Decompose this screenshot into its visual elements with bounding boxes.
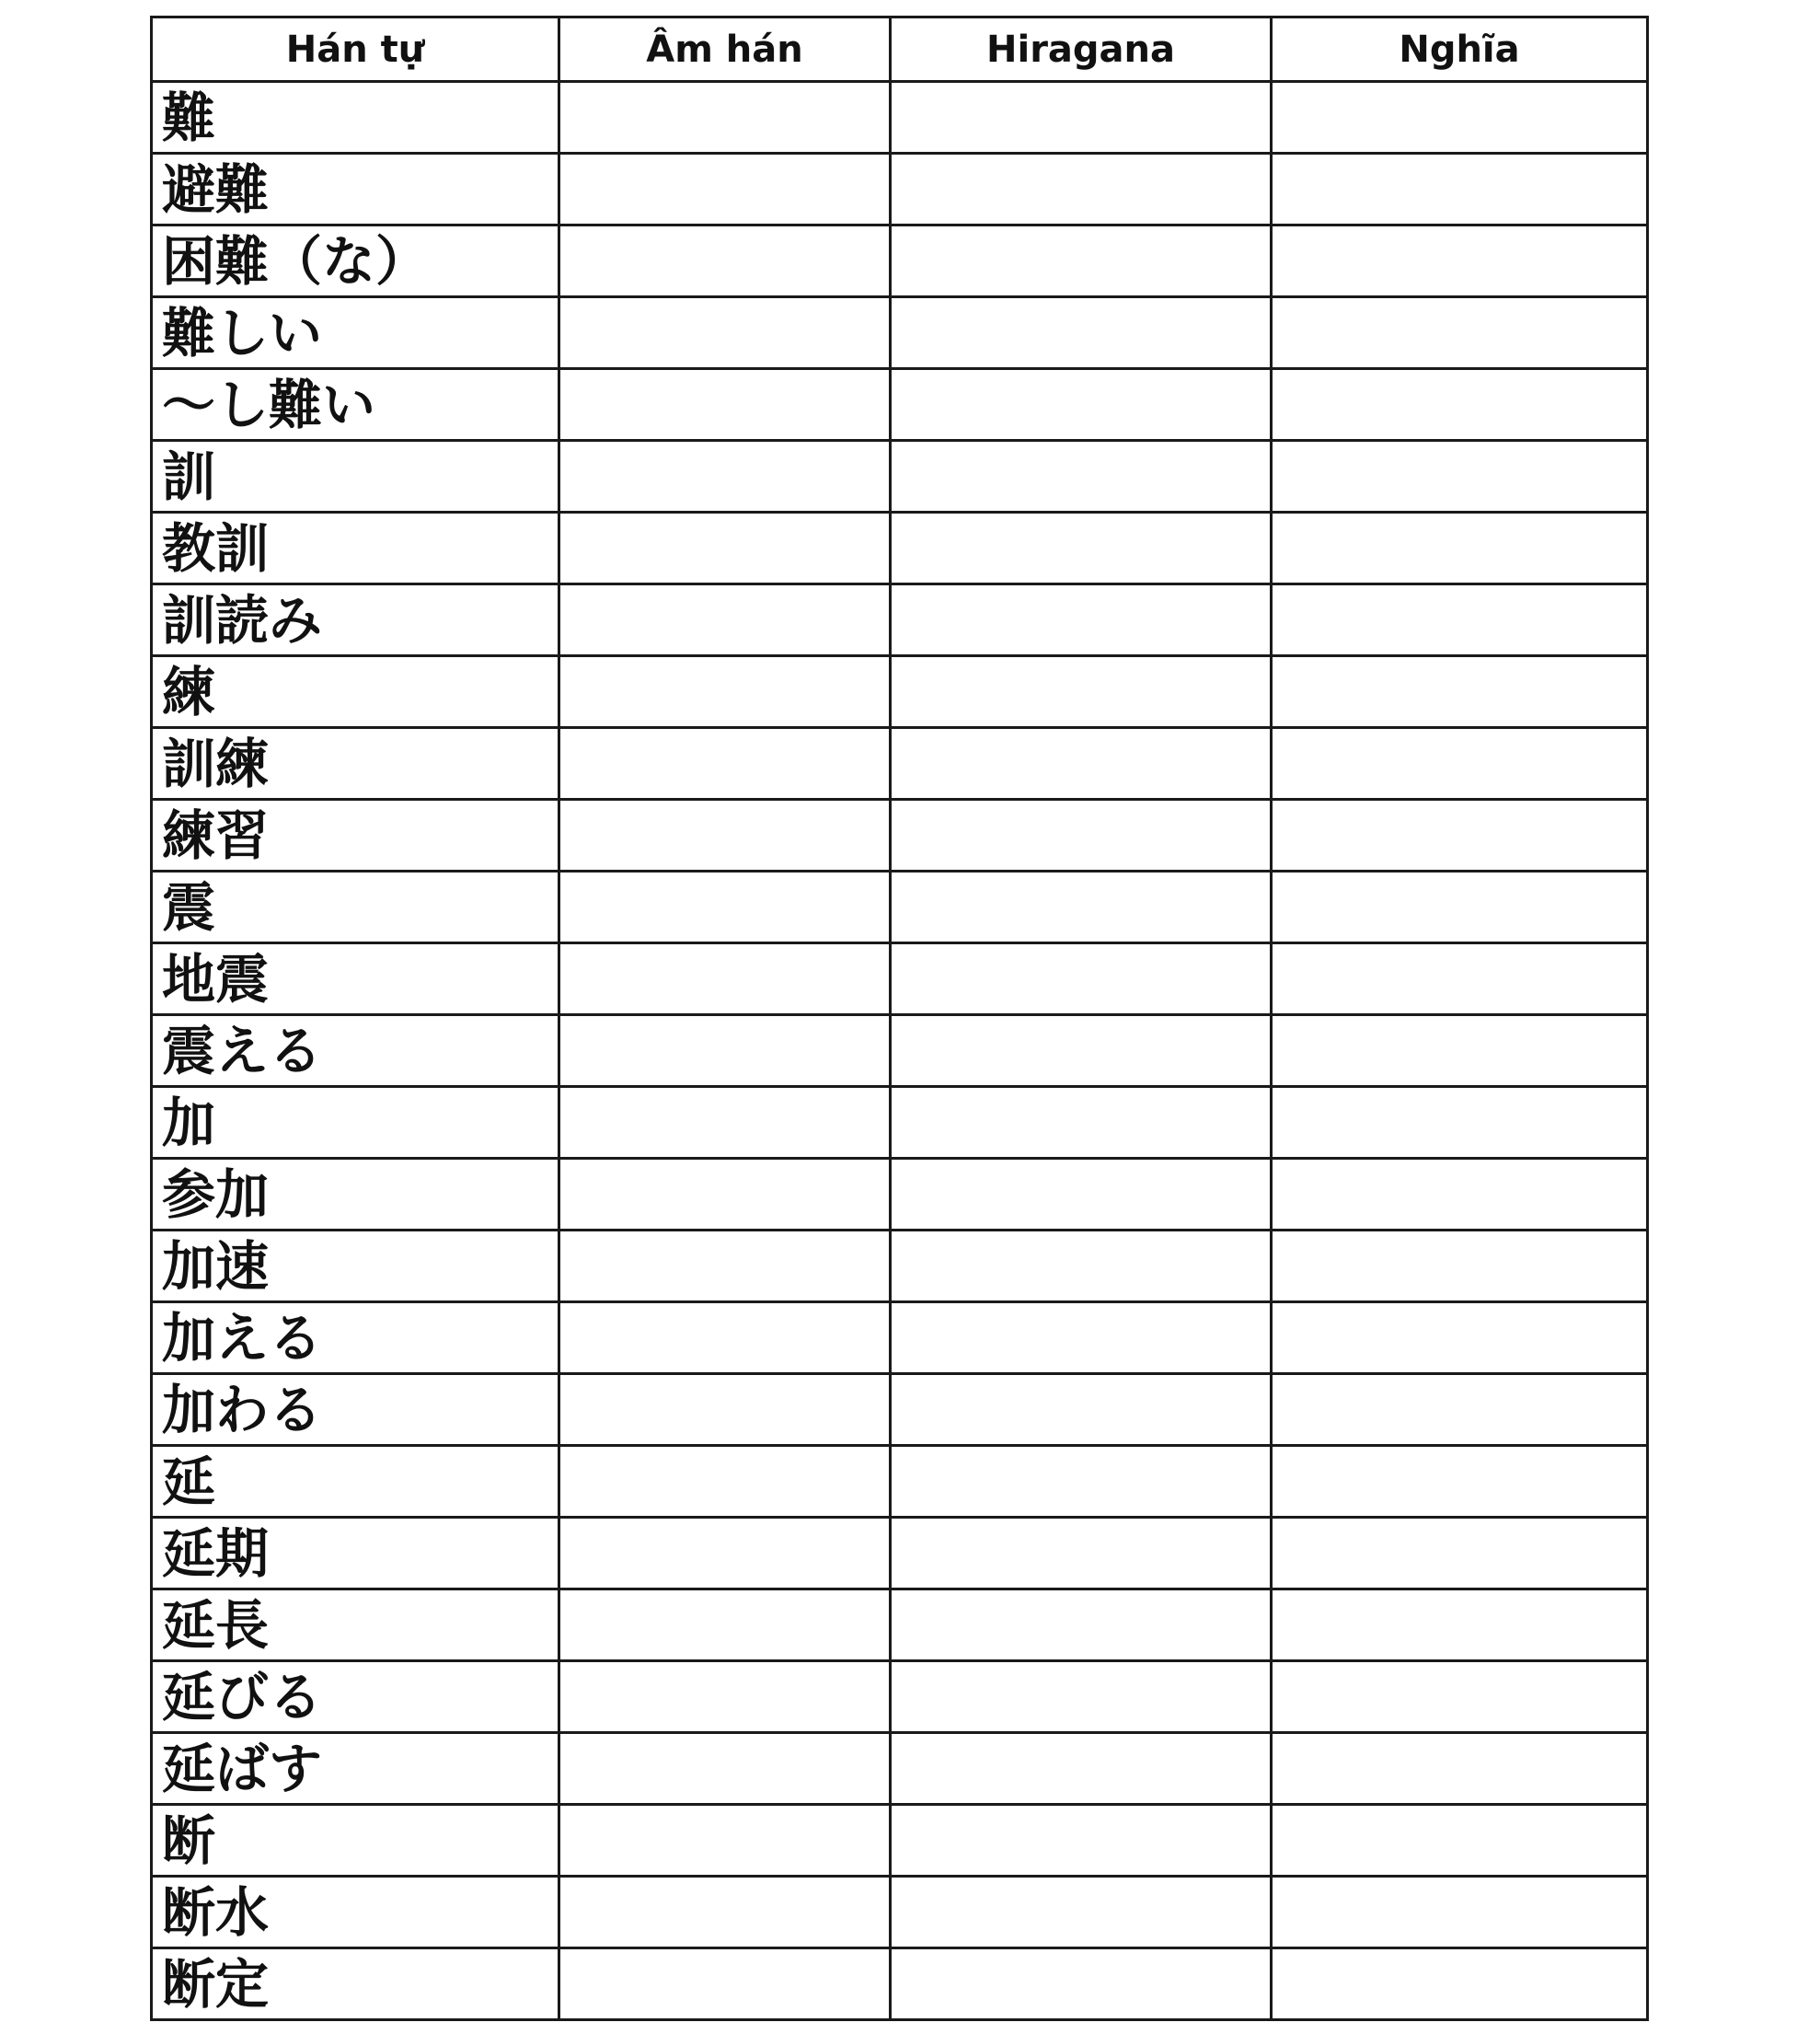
table-row [152,1302,1648,1374]
cell-hiragana[interactable] [891,1231,1272,1302]
cell-nghia[interactable] [1272,1302,1648,1374]
cell-am-han[interactable] [559,728,891,800]
table-row [152,1518,1648,1589]
table-row [152,1446,1648,1518]
cell-hiragana[interactable] [891,1733,1272,1805]
cell-am-han[interactable] [559,297,891,369]
cell-nghia[interactable] [1272,1015,1648,1087]
table-row [152,1948,1648,2020]
cell-hiragana[interactable] [891,943,1272,1015]
cell-am-han[interactable] [559,1518,891,1589]
cell-hiragana[interactable] [891,1159,1272,1231]
cell-han-tu: 避難 [152,154,559,225]
worksheet [150,16,1649,2021]
vocabulary-table [150,16,1649,2021]
cell-am-han[interactable] [559,1015,891,1087]
cell-nghia[interactable] [1272,1231,1648,1302]
header-hiragana: Hiragana [891,17,1272,82]
cell-am-han[interactable] [559,513,891,584]
table-row [152,297,1648,369]
cell-han-tu: 加える [152,1302,559,1374]
cell-han-tu: 延びる [152,1661,559,1733]
cell-han-tu: 震える [152,1015,559,1087]
table-row [152,369,1648,441]
cell-han-tu: 訓 [152,441,559,513]
table-row [152,513,1648,584]
cell-am-han[interactable] [559,800,891,872]
cell-hiragana[interactable] [891,872,1272,943]
cell-han-tu: 難 [152,82,559,154]
table-header [152,17,1648,82]
cell-nghia[interactable] [1272,225,1648,297]
cell-nghia[interactable] [1272,1877,1648,1948]
table-row [152,1159,1648,1231]
table-row [152,441,1648,513]
cell-nghia[interactable] [1272,297,1648,369]
cell-am-han[interactable] [559,1302,891,1374]
cell-am-han[interactable] [559,872,891,943]
cell-hiragana[interactable] [891,1015,1272,1087]
table-row [152,82,1648,154]
cell-am-han[interactable] [559,369,891,441]
cell-hiragana[interactable] [891,369,1272,441]
cell-han-tu: 断水 [152,1877,559,1948]
cell-nghia[interactable] [1272,154,1648,225]
cell-han-tu: 難しい [152,297,559,369]
header-han-tu: Hán tự [152,17,559,82]
cell-hiragana[interactable] [891,1661,1272,1733]
cell-hiragana[interactable] [891,154,1272,225]
cell-nghia[interactable] [1272,1518,1648,1589]
cell-nghia[interactable] [1272,1374,1648,1446]
table-row [152,1877,1648,1948]
cell-nghia[interactable] [1272,1589,1648,1661]
cell-am-han[interactable] [559,1589,891,1661]
cell-han-tu: 断定 [152,1948,559,2020]
cell-am-han[interactable] [559,656,891,728]
cell-han-tu: 訓読み [152,584,559,656]
cell-hiragana[interactable] [891,1446,1272,1518]
cell-hiragana[interactable] [891,656,1272,728]
cell-nghia[interactable] [1272,656,1648,728]
cell-han-tu: 練習 [152,800,559,872]
cell-nghia[interactable] [1272,1446,1648,1518]
table-row [152,1374,1648,1446]
cell-am-han[interactable] [559,82,891,154]
table-row [152,1589,1648,1661]
cell-hiragana[interactable] [891,297,1272,369]
table-row [152,1733,1648,1805]
table-row [152,154,1648,225]
cell-nghia[interactable] [1272,584,1648,656]
table-row [152,225,1648,297]
cell-am-han[interactable] [559,943,891,1015]
cell-hiragana[interactable] [891,1087,1272,1159]
header-row [152,17,1648,82]
cell-hiragana[interactable] [891,513,1272,584]
table-row [152,1805,1648,1877]
cell-han-tu: 困難（な） [152,225,559,297]
table-row [152,728,1648,800]
cell-han-tu: 断 [152,1805,559,1877]
cell-am-han[interactable] [559,584,891,656]
table-row [152,1231,1648,1302]
cell-han-tu: 加速 [152,1231,559,1302]
table-row [152,584,1648,656]
cell-nghia[interactable] [1272,369,1648,441]
cell-hiragana[interactable] [891,1877,1272,1948]
table-body [152,82,1648,2020]
cell-nghia[interactable] [1272,872,1648,943]
cell-am-han[interactable] [559,1159,891,1231]
cell-hiragana[interactable] [891,1805,1272,1877]
table-row [152,1661,1648,1733]
cell-hiragana[interactable] [891,82,1272,154]
cell-hiragana[interactable] [891,584,1272,656]
cell-nghia[interactable] [1272,441,1648,513]
cell-han-tu: 教訓 [152,513,559,584]
cell-nghia[interactable] [1272,513,1648,584]
cell-am-han[interactable] [559,1231,891,1302]
cell-nghia[interactable] [1272,1733,1648,1805]
table-row [152,1087,1648,1159]
cell-hiragana[interactable] [891,1302,1272,1374]
header-nghia: Nghĩa [1272,17,1648,82]
cell-han-tu: 延期 [152,1518,559,1589]
table-row [152,872,1648,943]
cell-nghia[interactable] [1272,1159,1648,1231]
cell-han-tu: 延ばす [152,1733,559,1805]
cell-nghia[interactable] [1272,1948,1648,2020]
cell-am-han[interactable] [559,1661,891,1733]
cell-hiragana[interactable] [891,1589,1272,1661]
cell-han-tu: 加わる [152,1374,559,1446]
cell-nghia[interactable] [1272,1087,1648,1159]
cell-han-tu: ～し難い [152,369,559,441]
cell-am-han[interactable] [559,154,891,225]
cell-am-han[interactable] [559,1087,891,1159]
cell-han-tu: 練 [152,656,559,728]
cell-nghia[interactable] [1272,82,1648,154]
table-row [152,800,1648,872]
cell-am-han[interactable] [559,225,891,297]
cell-han-tu: 参加 [152,1159,559,1231]
table-row [152,1015,1648,1087]
cell-han-tu: 加 [152,1087,559,1159]
cell-nghia[interactable] [1272,943,1648,1015]
cell-nghia[interactable] [1272,1805,1648,1877]
cell-hiragana[interactable] [891,441,1272,513]
cell-hiragana[interactable] [891,1374,1272,1446]
cell-am-han[interactable] [559,1374,891,1446]
cell-han-tu: 延長 [152,1589,559,1661]
cell-nghia[interactable] [1272,1661,1648,1733]
cell-hiragana[interactable] [891,800,1272,872]
cell-han-tu: 震 [152,872,559,943]
cell-hiragana[interactable] [891,728,1272,800]
cell-hiragana[interactable] [891,225,1272,297]
cell-am-han[interactable] [559,1805,891,1877]
cell-am-han[interactable] [559,1948,891,2020]
cell-han-tu: 地震 [152,943,559,1015]
cell-am-han[interactable] [559,1733,891,1805]
cell-han-tu: 訓練 [152,728,559,800]
cell-hiragana[interactable] [891,1518,1272,1589]
cell-am-han[interactable] [559,1446,891,1518]
table-row [152,656,1648,728]
header-am-han: Âm hán [559,17,891,82]
cell-nghia[interactable] [1272,728,1648,800]
cell-am-han[interactable] [559,441,891,513]
cell-nghia[interactable] [1272,800,1648,872]
table-row [152,943,1648,1015]
cell-hiragana[interactable] [891,1948,1272,2020]
cell-han-tu: 延 [152,1446,559,1518]
cell-am-han[interactable] [559,1877,891,1948]
